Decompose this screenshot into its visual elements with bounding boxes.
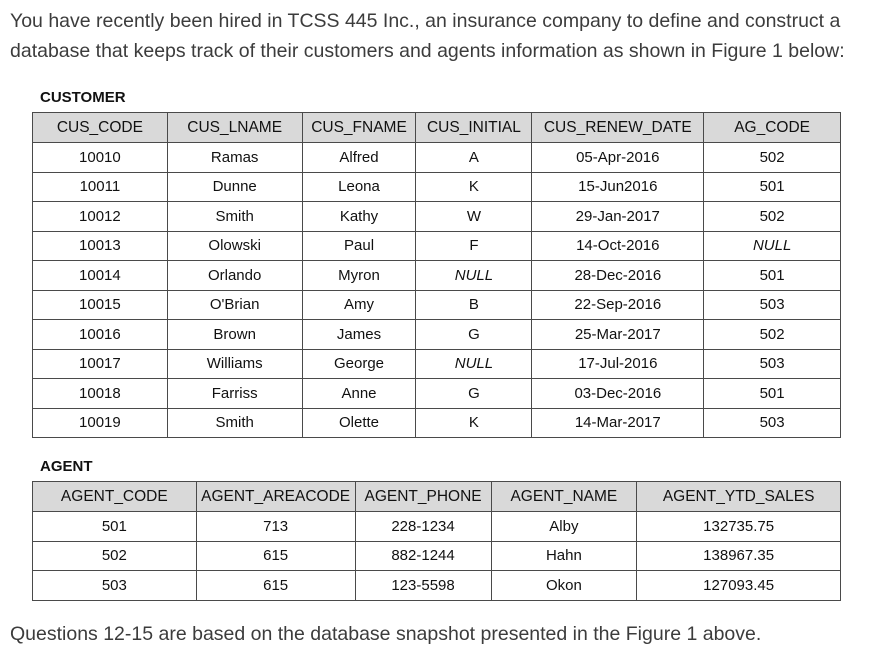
table-cell: 502 — [704, 320, 841, 350]
table-cell: O'Brian — [167, 290, 302, 320]
table-cell: 22-Sep-2016 — [532, 290, 704, 320]
table-cell: 15-Jun2016 — [532, 172, 704, 202]
column-header: AGENT_PHONE — [355, 482, 491, 512]
table-cell: 713 — [196, 512, 355, 542]
table-cell: 615 — [196, 571, 355, 601]
table-cell: Anne — [302, 379, 416, 409]
customer-header-row — [33, 113, 841, 143]
table-cell: Dunne — [167, 172, 302, 202]
table-row — [33, 408, 841, 438]
table-cell: 502 — [704, 143, 841, 173]
table-cell: 132735.75 — [637, 512, 841, 542]
table-row — [33, 571, 841, 601]
table-cell: James — [302, 320, 416, 350]
table-cell: Leona — [302, 172, 416, 202]
column-header: AGENT_YTD_SALES — [637, 482, 841, 512]
table-cell: 10016 — [33, 320, 168, 350]
table-cell: Olette — [302, 408, 416, 438]
table-cell: 127093.45 — [637, 571, 841, 601]
column-header: AGENT_NAME — [491, 482, 637, 512]
column-header: CUS_RENEW_DATE — [532, 113, 704, 143]
table-cell: 503 — [704, 349, 841, 379]
table-cell: 17-Jul-2016 — [532, 349, 704, 379]
column-header: AG_CODE — [704, 113, 841, 143]
customer-table-title: CUSTOMER — [40, 89, 126, 106]
table-cell: Alfred — [302, 143, 416, 173]
table-cell: Amy — [302, 290, 416, 320]
table-row — [33, 349, 841, 379]
column-header: CUS_FNAME — [302, 113, 416, 143]
table-cell: 502 — [33, 541, 197, 571]
column-header: CUS_INITIAL — [416, 113, 532, 143]
agent-table — [32, 481, 841, 601]
agent-table-title: AGENT — [40, 458, 93, 475]
table-cell: 10010 — [33, 143, 168, 173]
table-cell: 123-5598 — [355, 571, 491, 601]
table-cell: 501 — [33, 512, 197, 542]
table-cell: 501 — [704, 261, 841, 291]
table-cell: Myron — [302, 261, 416, 291]
table-cell: K — [416, 408, 532, 438]
table-cell: NULL — [416, 261, 532, 291]
table-cell: 10018 — [33, 379, 168, 409]
table-cell: 14-Mar-2017 — [532, 408, 704, 438]
table-cell: 228-1234 — [355, 512, 491, 542]
table-cell: NULL — [704, 231, 841, 261]
table-cell: F — [416, 231, 532, 261]
column-header: AGENT_CODE — [33, 482, 197, 512]
table-cell: Kathy — [302, 202, 416, 232]
table-cell: K — [416, 172, 532, 202]
table-cell: Hahn — [491, 541, 637, 571]
customer-table-body — [33, 143, 841, 438]
table-cell: Orlando — [167, 261, 302, 291]
agent-header-row — [33, 482, 841, 512]
table-cell: A — [416, 143, 532, 173]
column-header: CUS_LNAME — [167, 113, 302, 143]
table-cell: NULL — [416, 349, 532, 379]
table-cell: 882-1244 — [355, 541, 491, 571]
table-cell: 138967.35 — [637, 541, 841, 571]
table-cell: 05-Apr-2016 — [532, 143, 704, 173]
table-cell: G — [416, 379, 532, 409]
table-row — [33, 379, 841, 409]
table-cell: George — [302, 349, 416, 379]
table-row — [33, 290, 841, 320]
table-cell: 503 — [704, 290, 841, 320]
table-cell: Smith — [167, 202, 302, 232]
table-cell: 10015 — [33, 290, 168, 320]
table-cell: Olowski — [167, 231, 302, 261]
table-cell: Farriss — [167, 379, 302, 409]
table-cell: 503 — [704, 408, 841, 438]
table-cell: 10011 — [33, 172, 168, 202]
column-header: CUS_CODE — [33, 113, 168, 143]
table-cell: 501 — [704, 379, 841, 409]
table-row — [33, 202, 841, 232]
customer-table — [32, 112, 841, 438]
intro-paragraph: You have recently been hired in TCSS 445 Inc., an insurance company to define and construct a database that keeps track of their customers and agents information as shown in Figure 1 below: — [10, 10, 845, 62]
table-cell: 10014 — [33, 261, 168, 291]
table-row — [33, 261, 841, 291]
table-cell: Ramas — [167, 143, 302, 173]
footer-paragraph: Questions 12-15 are based on the database snapshot presented in the Figure 1 above. — [10, 623, 762, 645]
table-cell: 10017 — [33, 349, 168, 379]
table-row — [33, 143, 841, 173]
table-cell: Williams — [167, 349, 302, 379]
table-row — [33, 541, 841, 571]
table-cell: 10012 — [33, 202, 168, 232]
table-cell: Brown — [167, 320, 302, 350]
table-row — [33, 172, 841, 202]
table-cell: W — [416, 202, 532, 232]
table-cell: 14-Oct-2016 — [532, 231, 704, 261]
table-cell: 28-Dec-2016 — [532, 261, 704, 291]
table-cell: 29-Jan-2017 — [532, 202, 704, 232]
table-cell: 502 — [704, 202, 841, 232]
table-cell: Alby — [491, 512, 637, 542]
table-cell: 10013 — [33, 231, 168, 261]
table-row — [33, 320, 841, 350]
table-cell: G — [416, 320, 532, 350]
table-row — [33, 231, 841, 261]
table-row — [33, 512, 841, 542]
table-cell: Okon — [491, 571, 637, 601]
table-cell: 503 — [33, 571, 197, 601]
agent-table-body — [33, 512, 841, 601]
table-cell: 03-Dec-2016 — [532, 379, 704, 409]
table-cell: 10019 — [33, 408, 168, 438]
table-cell: 615 — [196, 541, 355, 571]
table-cell: 25-Mar-2017 — [532, 320, 704, 350]
table-cell: 501 — [704, 172, 841, 202]
table-cell: B — [416, 290, 532, 320]
table-cell: Paul — [302, 231, 416, 261]
column-header: AGENT_AREACODE — [196, 482, 355, 512]
table-cell: Smith — [167, 408, 302, 438]
